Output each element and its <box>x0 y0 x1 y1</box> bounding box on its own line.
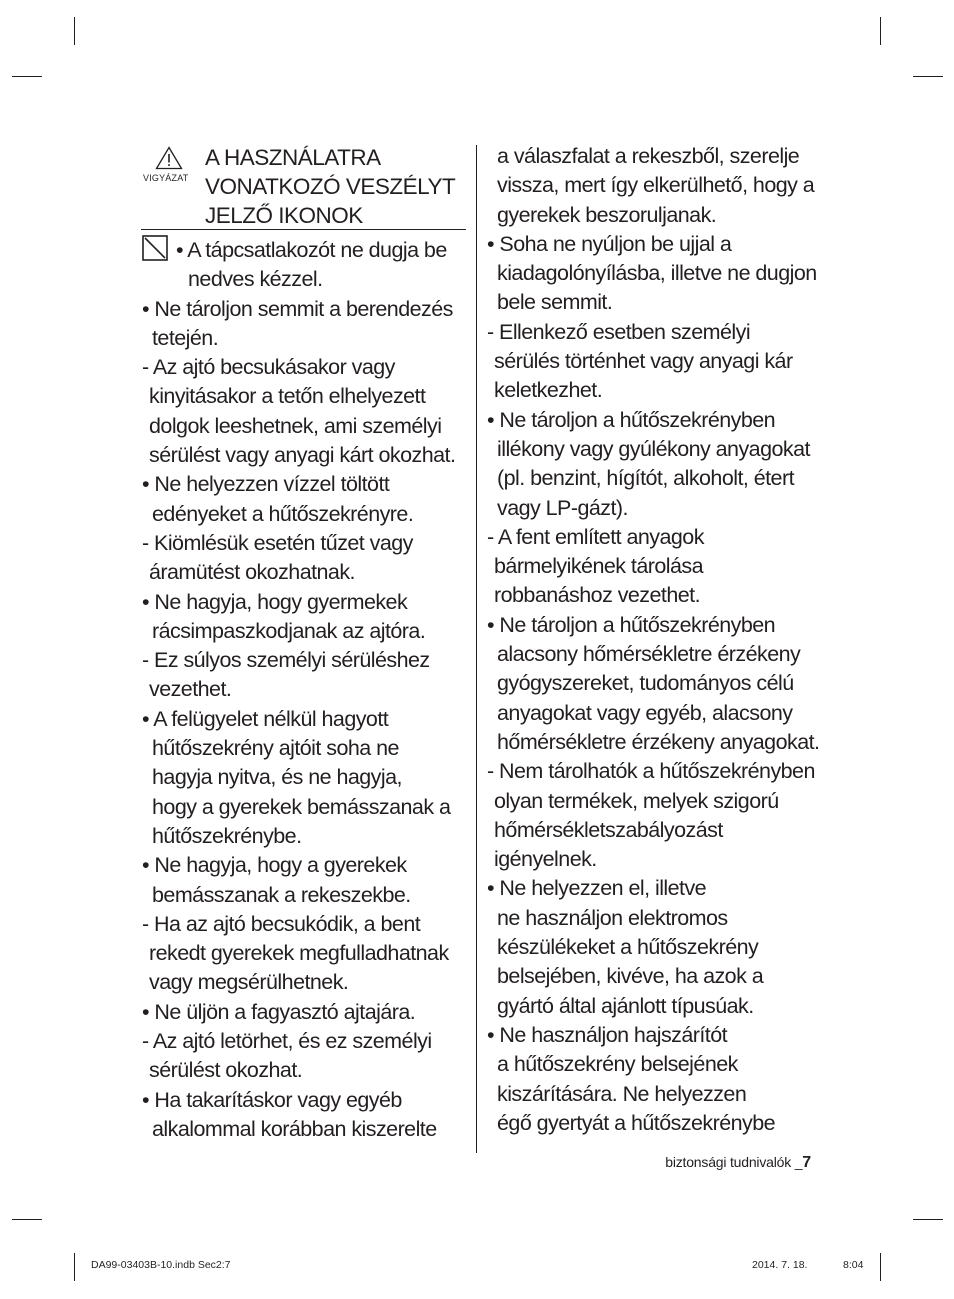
text-line: hőmérsékletszabályozást <box>494 817 723 842</box>
text-line: - Ha az ajtó becsukódik, a bent <box>142 911 421 936</box>
text-line: • Ne helyezzen vízzel töltött <box>142 472 390 497</box>
dash-item <box>487 523 827 611</box>
crop-mark <box>74 17 75 45</box>
print-file-info: DA99-03403B-10.indb Sec2:7 <box>91 1259 231 1271</box>
crop-mark <box>880 17 881 45</box>
page-number: 7 <box>802 1154 811 1171</box>
text-line: égő gyertyát a hűtőszekrénybe <box>497 1110 776 1135</box>
footer-section: biztonsági tudnivalók _ <box>665 1154 803 1170</box>
text-line: • A felügyelet nélkül hagyott <box>142 706 389 731</box>
text-line: kinyitásakor a tetőn elhelyezett <box>149 384 426 409</box>
text-line: hagyja nyitva, és ne hagyja, <box>152 765 402 790</box>
text-line: edényeket a hűtőszekrényre. <box>152 501 414 526</box>
text-line: - Az ajtó letörhet, és ez személyi <box>142 1029 432 1054</box>
text-line: sérülést vagy anyagi kárt okozhat. <box>149 443 456 468</box>
text-line: hűtőszekrény ajtóit soha ne <box>152 736 399 761</box>
text-line: - Az ajtó becsukásakor vagy <box>142 355 395 380</box>
bullet-item <box>142 998 472 1027</box>
heading-rule <box>141 229 466 230</box>
text-line: olyan termékek, melyek szigorú <box>494 788 779 813</box>
warning-block <box>141 146 197 183</box>
text-line: belsejében, kivéve, ha azok a <box>497 964 764 989</box>
text-line: illékony vagy gyúlékony anyagokat <box>497 436 810 461</box>
text-line: sérülés történhet vagy anyagi kár <box>494 349 793 374</box>
bullet-item <box>487 230 827 318</box>
bullet-item <box>142 705 472 851</box>
text-line: igényelnek. <box>494 847 597 872</box>
warning-label: VIGYÁZAT <box>143 173 189 183</box>
dash-item <box>142 353 472 470</box>
text-line: anyagokat vagy egyéb, alacsony <box>497 700 793 725</box>
text-line: vagy megsérülhetnek. <box>149 970 349 995</box>
text-line: tetején. <box>152 325 219 350</box>
text-line: gyártó által ajánlott típusúak. <box>497 993 754 1018</box>
crop-mark <box>880 1253 881 1281</box>
text-line: sérülést okozhat. <box>149 1058 303 1083</box>
text-line: hűtőszekrénybe. <box>152 823 302 848</box>
bullet-item <box>142 588 472 647</box>
text-line: rácsimpaszkodjanak az ajtóra. <box>152 618 426 643</box>
text-line: gyógyszereket, tudományos célú <box>497 671 794 696</box>
print-date: 2014. 7. 18. <box>752 1259 808 1271</box>
heading-line: VONATKOZÓ VESZÉLYT <box>205 174 456 199</box>
text-line: • Ne tároljon a hűtőszekrényben <box>487 407 776 432</box>
text-line: kiszárítására. Ne helyezzen <box>497 1081 747 1106</box>
text-line: hogy a gyerekek bemásszanak a <box>152 794 451 819</box>
text-line: - Ellenkező esetben személyi <box>487 319 751 344</box>
text-line: alkalommal korábban kiszerelte <box>152 1116 437 1141</box>
text-line: bele semmit. <box>497 290 613 315</box>
no-touch-icon <box>142 235 168 261</box>
text-line: alacsony hőmérsékletre érzékeny <box>497 642 801 667</box>
crop-mark <box>74 1253 75 1281</box>
text-line: • Soha ne nyúljon be ujjal a <box>487 231 732 256</box>
heading-line: A HASZNÁLATRA <box>205 145 381 170</box>
text-line: vissza, mert így elkerülhető, hogy a <box>497 173 815 198</box>
bullet-item <box>142 851 472 910</box>
text-line: a válaszfalat a rekeszből, szerelje <box>497 144 800 168</box>
text-line: keletkezhet. <box>494 378 603 403</box>
print-time: 8:04 <box>843 1259 864 1271</box>
text-line: rekedt gyerekek megfulladhatnak <box>149 941 449 966</box>
continued-item <box>487 142 827 230</box>
text-line: készülékeket a hűtőszekrény <box>497 935 759 960</box>
text-line: • Ne helyezzen el, illetve <box>487 876 707 901</box>
right-column <box>487 142 827 1138</box>
text-line: hőmérsékletre érzékeny anyagokat. <box>497 729 820 754</box>
text-line: • Ne tároljon semmit a berendezés <box>142 296 453 321</box>
bullet-item <box>142 1086 472 1145</box>
text-line: a hűtőszekrény belsejének <box>497 1052 738 1077</box>
crop-mark <box>12 76 42 77</box>
section-heading <box>205 143 465 230</box>
dash-item <box>142 529 472 588</box>
text-line: bármelyikének tárolása <box>494 554 703 579</box>
dash-item <box>142 910 472 998</box>
text-line: gyerekek beszoruljanak. <box>497 202 717 227</box>
heading-line: JELZŐ IKONOK <box>205 203 363 228</box>
text-line: • Ne üljön a fagyasztó ajtajára. <box>142 999 416 1024</box>
text-line: áramütést okozhatnak. <box>149 560 355 585</box>
warning-triangle-icon <box>155 146 183 170</box>
text-line: nedves kézzel. <box>188 267 323 292</box>
text-line: bemásszanak a rekeszekbe. <box>152 882 411 907</box>
crop-mark <box>913 1219 943 1220</box>
crop-mark <box>12 1219 42 1220</box>
text-line: - Ez súlyos személyi sérüléshez <box>142 648 430 673</box>
text-line: vezethet. <box>149 677 232 702</box>
text-line: (pl. benzint, hígítót, alkoholt, étert <box>497 466 795 491</box>
text-line: • Ha takarításkor vagy egyéb <box>142 1087 402 1112</box>
text-line: - Kiömlésük esetén tűzet vagy <box>142 530 413 555</box>
bullet-item <box>487 874 827 1020</box>
left-column <box>142 235 472 1144</box>
bullet-item <box>487 406 827 523</box>
text-line: kiadagolónyílásba, illetve ne dugjon <box>497 261 817 286</box>
text-line: • Ne hagyja, hogy gyermekek <box>142 589 408 614</box>
text-line: dolgok leeshetnek, ami személyi <box>149 413 442 438</box>
text-line: vagy LP-gázt). <box>497 495 628 520</box>
first-line-wrap <box>142 235 472 265</box>
text-line: • Ne használjon hajszárítót <box>487 1022 728 1047</box>
text-line: • A tápcsatlakozót ne dugja be <box>176 238 447 262</box>
bullet-item <box>487 611 827 757</box>
text-line: - Nem tárolhatók a hűtőszekrényben <box>487 759 815 784</box>
bullet-item <box>142 470 472 529</box>
crop-mark <box>913 76 943 77</box>
dash-item <box>142 646 472 705</box>
dash-item <box>487 318 827 406</box>
text-line: robbanáshoz vezethet. <box>494 583 700 608</box>
bullet-item <box>487 1021 827 1138</box>
column-divider <box>476 145 477 1153</box>
text-line: • Ne hagyja, hogy a gyerekek <box>142 853 407 878</box>
text-line: - A fent említett anyagok <box>487 524 704 549</box>
text-line: • Ne tároljon a hűtőszekrényben <box>487 612 776 637</box>
dash-item <box>487 757 827 874</box>
bullet-item <box>142 295 472 354</box>
dash-item <box>142 1027 472 1086</box>
bullet-item <box>142 235 472 295</box>
text-line: ne használjon elektromos <box>497 905 728 930</box>
page-footer <box>665 1154 811 1172</box>
